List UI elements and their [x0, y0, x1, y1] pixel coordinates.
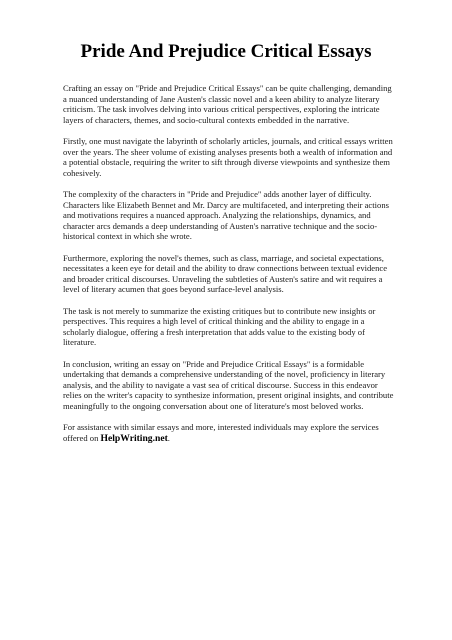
paragraph-characters: The complexity of the characters in "Pride and Prejudice" adds another layer of difficulty. Characters like Elizabeth Bennet and Mr. Darcy are multifaceted, and interpreting their actions and motivations requires a nuanced approach. Analyzing the relationships, dynamics, and character arcs demands a deep understanding of Austen's narrative technique and the socio-historical context in which she wrote. [63, 189, 389, 241]
document-title: Pride And Prejudice Critical Essays [80, 41, 372, 62]
closing-text: For assistance with similar essays and more, interested individuals may explore the services offered on [63, 422, 379, 443]
paragraph-closing [63, 422, 395, 444]
paragraph-intro: Crafting an essay on "Pride and Prejudice Critical Essays" can be quite challenging, demanding a nuanced understanding of Jane Austen's classic novel and a keen ability to analyze literary criticism. The task involves delving into various critical perspectives, exploring the intricate layers of characters, themes, and socio-cultural contexts embedded in the narrative. [63, 83, 392, 125]
paragraph-sources: Firstly, one must navigate the labyrinth of scholarly articles, journals, and critical essays written over the years. The sheer volume of existing analyses presents both a wealth of information and a potential obstacle, requiring the writer to sift through diverse viewpoints and synthesize them cohesively. [63, 136, 393, 178]
helpwriting-link[interactable]: HelpWriting.net [100, 432, 168, 444]
closing-suffix: . [167, 432, 170, 443]
paragraph-conclusion: In conclusion, writing an essay on "Pride and Prejudice Critical Essays" is a formidable undertaking that demands a comprehensive understanding of the novel, proficiency in literary analysis, and the ability to navigate a vast sea of critical discourse. Success in this endeavor relies on the writer's capacity to synthesize information, present original insights, and contribute meaningfully to the ongoing conversation about one of literature's most beloved works. [63, 358, 394, 411]
paragraph-themes: Furthermore, exploring the novel's themes, such as class, marriage, and societal expectations, necessitates a keen eye for detail and the ability to draw connections between textual evidence and broader critical discourses. Unraveling the subtleties of Austen's satire and wit requires a level of literary acumen that goes beyond surface-level analysis. [63, 252, 388, 294]
document-body [63, 83, 395, 455]
paragraph-insights: The task is not merely to summarize the existing critiques but to contribute new insights or perspectives. This requires a high level of critical thinking and the ability to engage in a scholarly dialogue, offering a fresh interpretation that adds value to the existing body of literature. [63, 305, 376, 347]
